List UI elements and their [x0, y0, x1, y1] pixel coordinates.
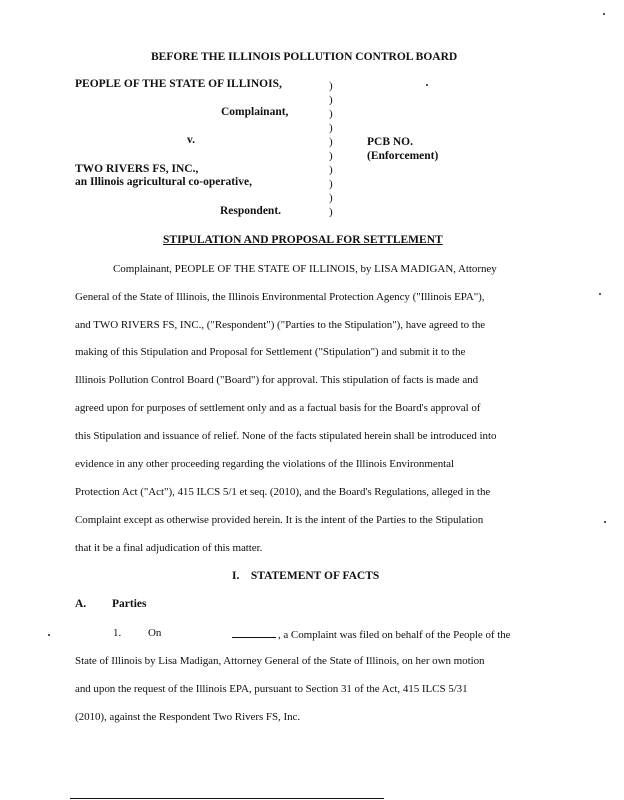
case-number-label: PCB NO.: [367, 136, 413, 148]
caption-paren: ): [329, 80, 333, 92]
intro-line: this Stipulation and issuance of relief. None of the facts stipulated herein shall be introduced into: [75, 430, 497, 442]
intro-line: General of the State of Illinois, the Illinois Environmental Protection Agency ("Illinois EPA"),: [75, 291, 485, 303]
defendant-description: an Illinois agricultural co-operative,: [75, 176, 252, 188]
complainant-role: Complainant,: [221, 106, 289, 118]
caption-paren: ): [329, 164, 333, 176]
scan-speck: [48, 634, 50, 636]
caption-paren: ): [329, 206, 333, 218]
paragraph-line: (2010), against the Respondent Two Rivers FS, Inc.: [75, 711, 301, 723]
subsection-title: Parties: [112, 598, 147, 610]
document-title: STIPULATION AND PROPOSAL FOR SETTLEMENT: [163, 234, 443, 246]
intro-line: making of this Stipulation and Proposal for Settlement ("Stipulation") and submit it to the: [75, 346, 466, 358]
versus-label: v.: [187, 134, 195, 146]
caption-paren: ): [329, 108, 333, 120]
plaintiff-name: PEOPLE OF THE STATE OF ILLINOIS,: [75, 78, 282, 90]
caption-paren: ): [329, 178, 333, 190]
paragraph-first-line: [232, 627, 511, 641]
intro-line: Complaint except as otherwise provided herein. It is the intent of the Parties to the Stipulation: [75, 514, 484, 526]
defendant-name: TWO RIVERS FS, INC.,: [75, 163, 199, 175]
intro-line: Complainant, PEOPLE OF THE STATE OF ILLINOIS, by LISA MADIGAN, Attorney: [113, 263, 497, 275]
paragraph-number: 1.: [113, 627, 122, 639]
paragraph-first-line-text: , a Complaint was filed on behalf of the People of the: [278, 629, 511, 641]
caption-paren: ): [329, 94, 333, 106]
respondent-role: Respondent.: [220, 205, 282, 217]
date-blank: [232, 627, 276, 638]
section-heading: I. STATEMENT OF FACTS: [232, 570, 380, 582]
caption-paren: ): [329, 192, 333, 204]
caption-paren: ): [329, 136, 333, 148]
scan-speck: [426, 84, 428, 86]
scan-speck: [599, 293, 601, 295]
case-type-label: (Enforcement): [367, 150, 439, 162]
footnote-rule: [70, 798, 384, 799]
intro-line: Protection Act ("Act"), 415 ILCS 5/1 et seq. (2010), and the Board's Regulations, alleged in the: [75, 486, 491, 498]
caption-paren: ): [329, 150, 333, 162]
intro-line: and TWO RIVERS FS, INC., ("Respondent") ("Parties to the Stipulation"), have agreed to the: [75, 319, 486, 331]
caption-paren: ): [329, 122, 333, 134]
intro-line: evidence in any other proceeding regarding the violations of the Illinois Environmental: [75, 458, 455, 470]
scan-speck: [604, 521, 606, 523]
court-title: BEFORE THE ILLINOIS POLLUTION CONTROL BOARD: [151, 51, 458, 63]
scan-speck: [603, 13, 605, 15]
paragraph-on-word: On: [148, 627, 162, 639]
paragraph-line: State of Illinois by Lisa Madigan, Attorney General of the State of Illinois, on her own motion: [75, 655, 485, 667]
intro-line: that it be a final adjudication of this matter.: [75, 542, 263, 554]
paragraph-line: and upon the request of the Illinois EPA, pursuant to Section 31 of the Act, 415 ILCS 5/31: [75, 683, 468, 695]
subsection-letter: A.: [75, 598, 87, 610]
intro-line: agreed upon for purposes of settlement only and as a factual basis for the Board's approval of: [75, 402, 481, 414]
intro-line: Illinois Pollution Control Board ("Board") for approval. This stipulation of facts is made and: [75, 374, 479, 386]
